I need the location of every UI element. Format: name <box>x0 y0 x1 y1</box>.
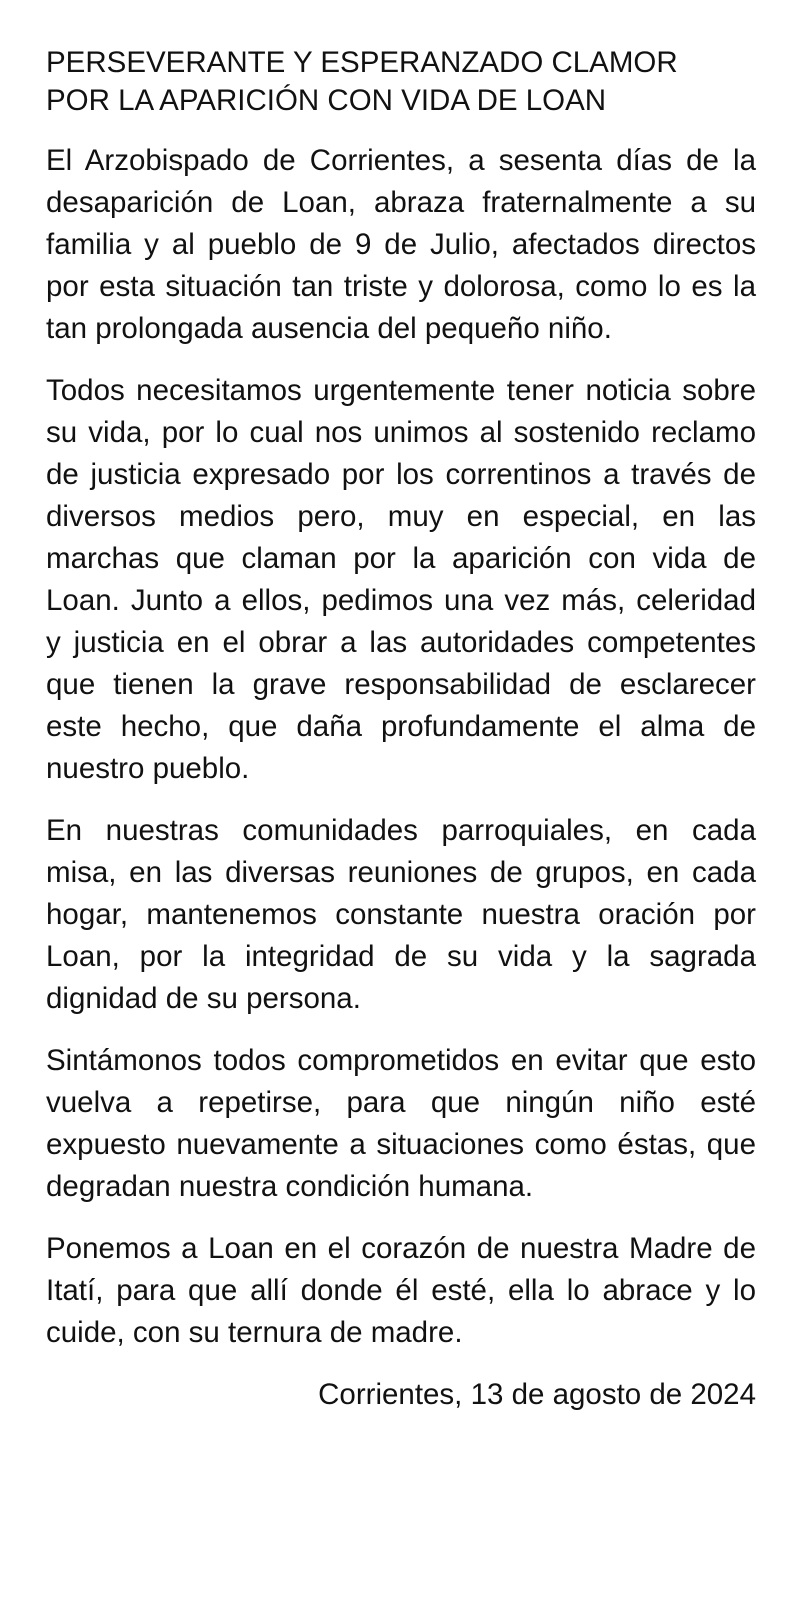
paragraph-5: Ponemos a Loan en el corazón de nuestra Madre de Itatí, para que allí donde él esté, ella lo abrace y lo cuide, con su ternura de madre. <box>46 1232 756 1349</box>
paragraph-3: En nuestras comunidades parroquiales, en cada misa, en las diversas reuniones de grupos, en cada hogar, mantenemos constante nuestra oración por Loan, por la integridad de su vida y la sagrada dignidad de su persona. <box>46 814 756 1015</box>
paragraph-4: Sintámonos todos comprometidos en evitar que esto vuelva a repetirse, para que ningún niño esté expuesto nuevamente a situaciones como éstas, que degradan nuestra condición humana. <box>46 1044 756 1203</box>
title-line-1: PERSEVERANTE Y ESPERANZADO CLAMOR <box>46 46 678 79</box>
document-title <box>46 44 756 120</box>
place-date: Corrientes, 13 de agosto de 2024 <box>318 1378 756 1411</box>
paragraph-1: El Arzobispado de Corrientes, a sesenta días de la desaparición de Loan, abraza fraternalmente a su familia y al pueblo de 9 de Julio, afectados directos por esta situación tan triste y dolorosa, como lo es la tan prolongada ausencia del pequeño niño. <box>46 144 756 345</box>
paragraph-2: Todos necesitamos urgentemente tener noticia sobre su vida, por lo cual nos unimos al sostenido reclamo de justicia expresado por los correntinos a través de diversos medios pero, muy en especial, en las marchas que claman por la aparición con vida de Loan. Junto a ellos, pedimos una vez más, celeridad y justicia en el obrar a las autoridades competentes que tienen la grave responsabilidad de esclarecer este hecho, que daña profundamente el alma de nuestro pueblo. <box>46 374 756 785</box>
title-line-2: POR LA APARICIÓN CON VIDA DE LOAN <box>46 84 607 117</box>
